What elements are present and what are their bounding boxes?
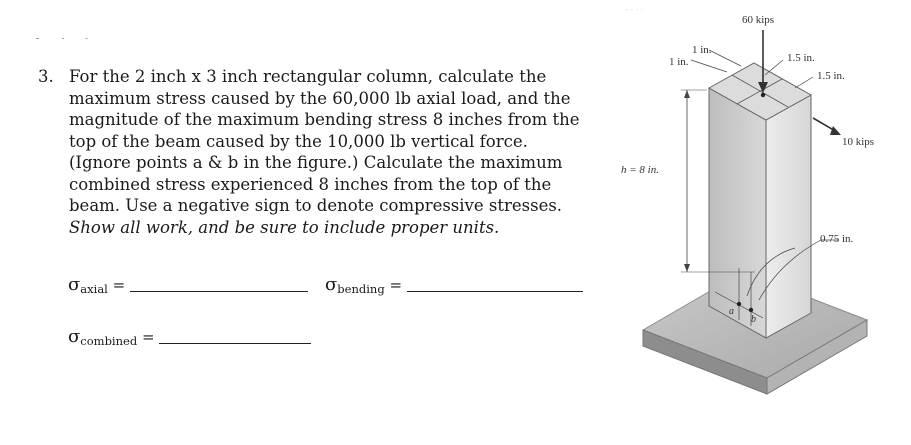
bending-blank[interactable] — [407, 291, 583, 292]
column-front — [709, 88, 766, 338]
dim-1in-upper: 1 in. — [692, 44, 712, 56]
point-a-marker — [737, 302, 741, 306]
lateral-load-label: 10 kips — [842, 136, 875, 148]
equals-sign: = — [389, 276, 403, 294]
point-b-marker — [749, 308, 753, 312]
axial-load-label: 60 kips — [742, 14, 775, 26]
dim-15in-lower: 1.5 in. — [817, 70, 845, 82]
column-figure: - - - - 60 kips 1 in. 1 in. 1.5 in. 1.5 in. 10 kips h = 8 in. 0.75 in. a b — [615, 0, 911, 441]
sigma-combined-answer — [68, 326, 311, 348]
dim-15in-upper: 1.5 in. — [787, 52, 815, 64]
bending-subscript: bending — [337, 282, 385, 296]
scan-mark — [62, 38, 64, 39]
sigma-symbol: σ — [68, 326, 81, 347]
axial-subscript: axial — [80, 282, 108, 296]
equals-sign: = — [141, 328, 155, 346]
scan-mark — [36, 38, 39, 39]
question-number: 3. — [38, 67, 54, 86]
point-a-label: a — [729, 306, 734, 317]
column-side — [766, 95, 811, 338]
column-diagram — [615, 0, 911, 441]
scan-mark — [85, 38, 88, 39]
combined-subscript: combined — [80, 334, 138, 348]
question-body: For the 2 inch x 3 inch rectangular column, calculate the maximum stress caused by the 60,000 lb axial load, and the magnitude of the maximum bending stress 8 inches from the top of the beam caused by the 10,000 lb vertical force. (Ignore points a & b in the figure.) Calculate the maximum combined stress experienced 8 inches from the top of the beam. Use a negative sign to denote compressive stresses. — [69, 67, 580, 215]
sigma-symbol: σ — [68, 274, 81, 295]
equals-sign: = — [112, 276, 126, 294]
sigma-symbol: σ — [325, 274, 338, 295]
dim-1in-lower: 1 in. — [669, 56, 689, 68]
height-label: h = 8 in. — [621, 164, 659, 176]
dim-075-label: 0.75 in. — [820, 233, 854, 245]
axial-blank[interactable] — [130, 291, 308, 292]
question-emphasis: Show all work, and be sure to include proper units. — [69, 217, 500, 237]
combined-blank[interactable] — [159, 343, 311, 344]
point-b-label: b — [751, 314, 756, 325]
load-point — [761, 93, 765, 97]
question-text — [69, 66, 589, 238]
sigma-axial-answer — [68, 274, 308, 296]
sigma-bending-answer — [325, 274, 583, 296]
